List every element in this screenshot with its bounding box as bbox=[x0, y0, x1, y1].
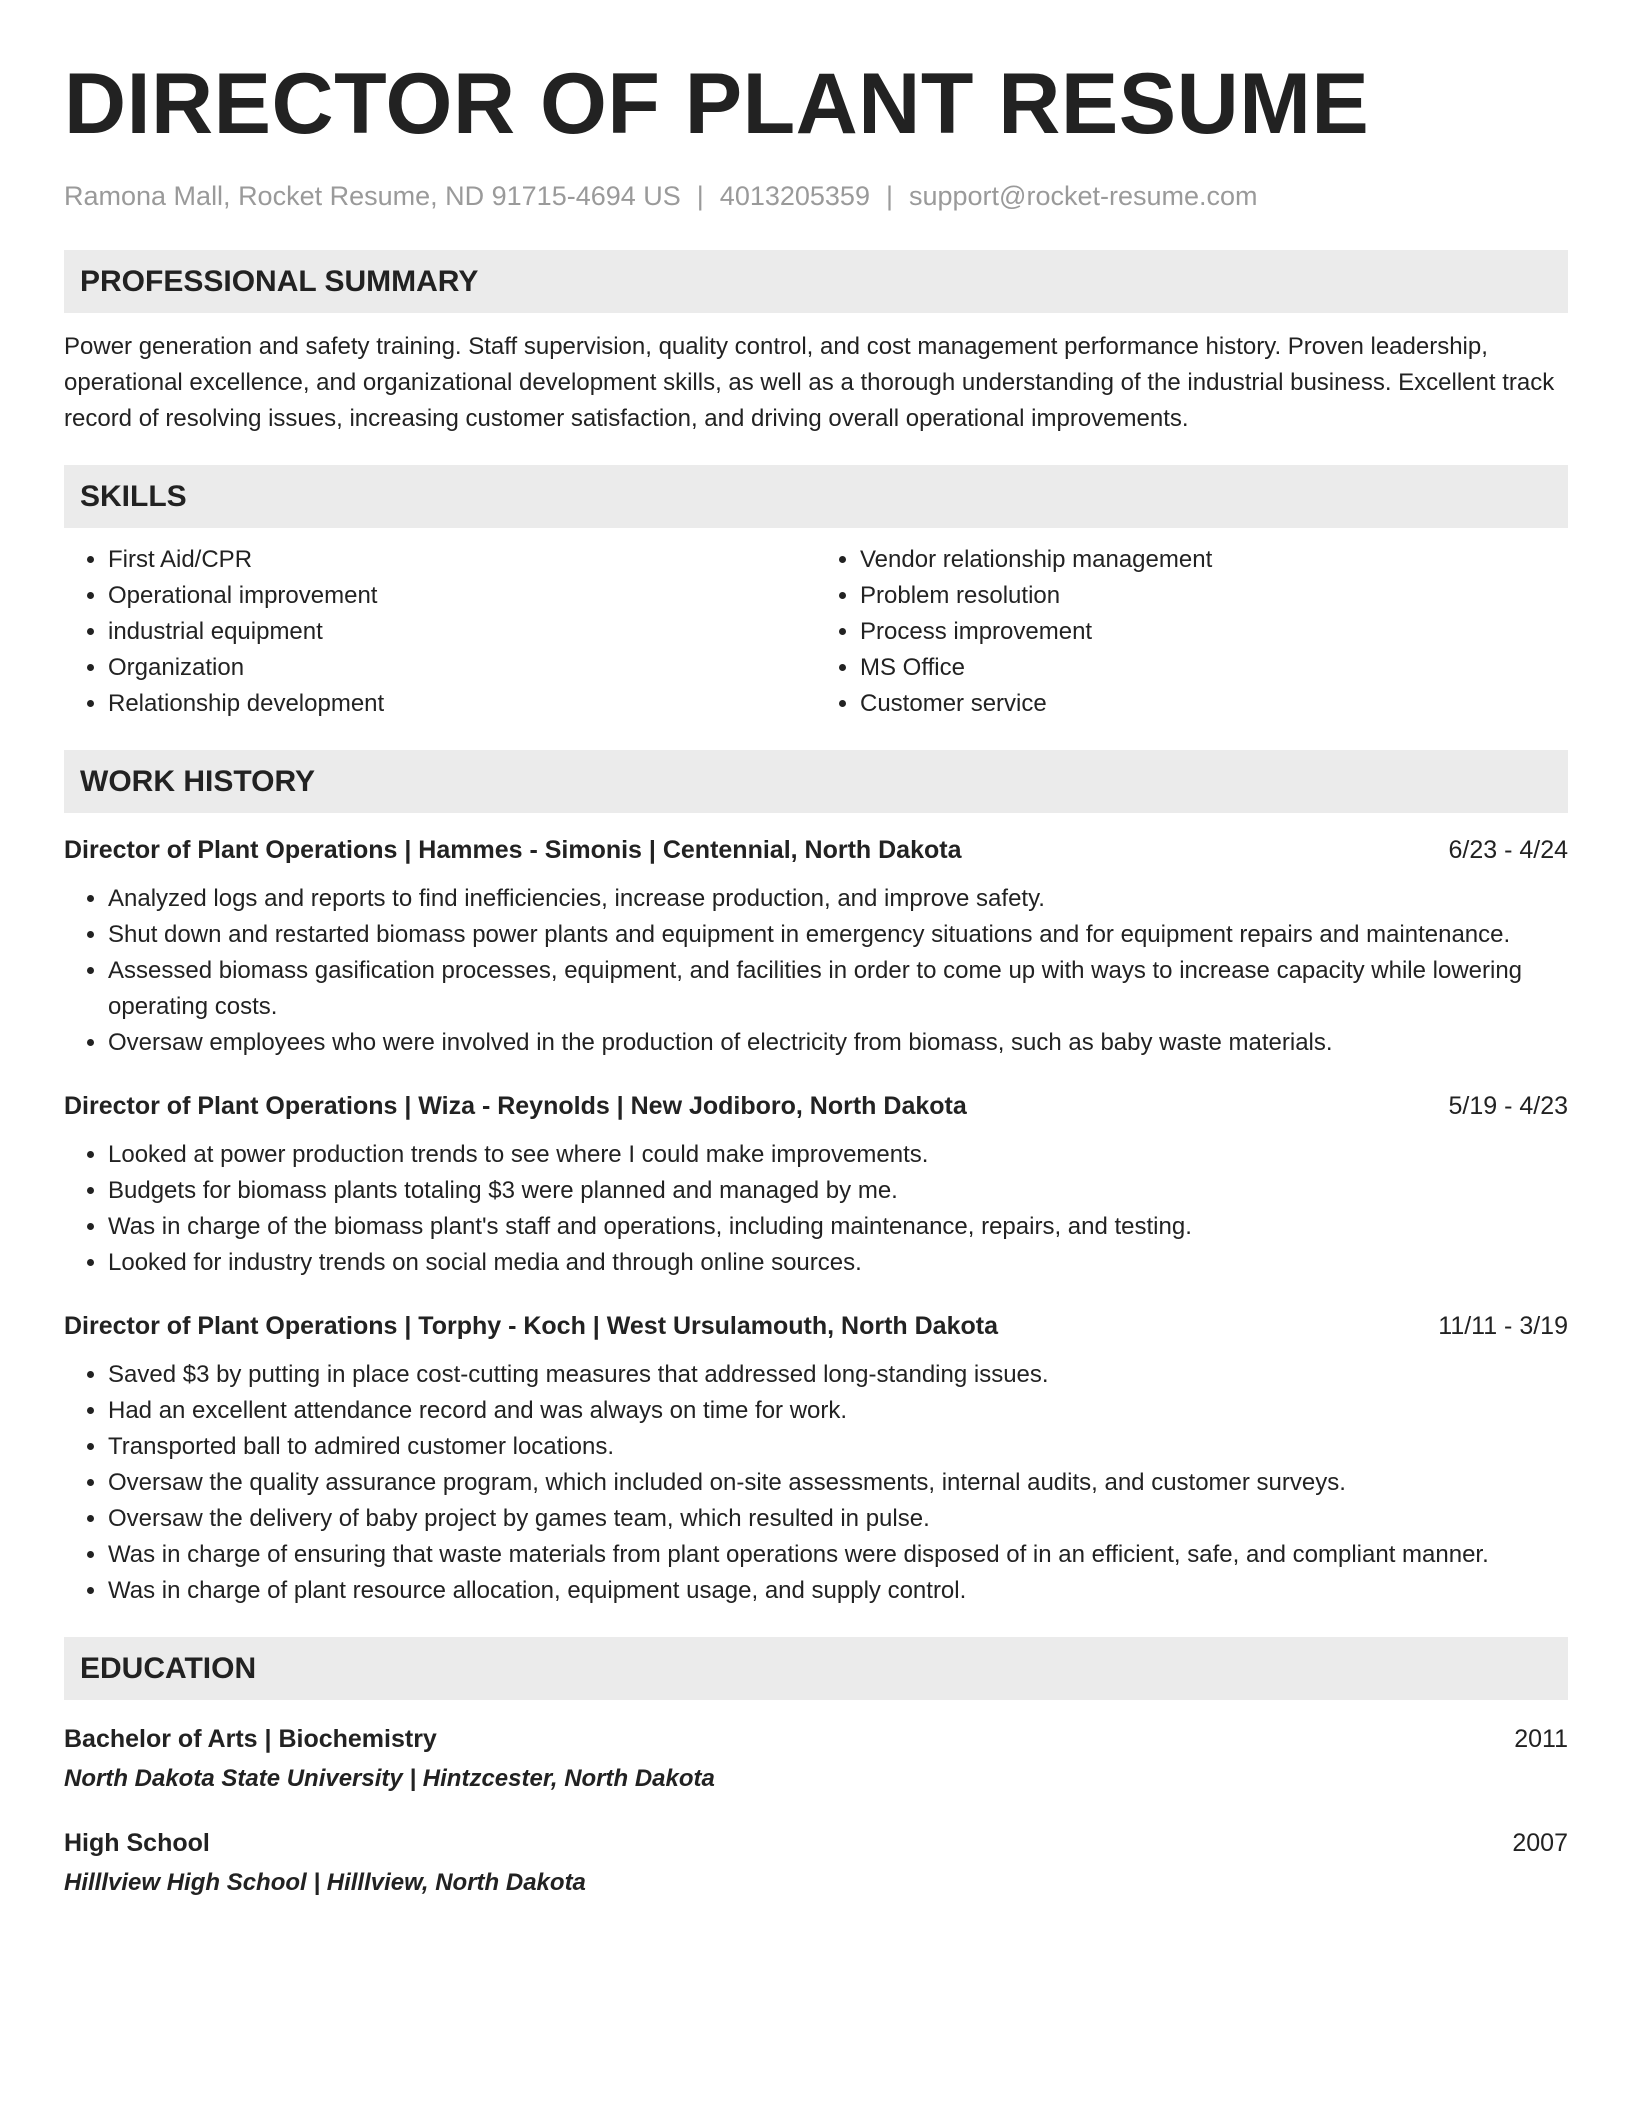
job-dates: 6/23 - 4/24 bbox=[1448, 836, 1568, 864]
contact-email: support@rocket-resume.com bbox=[908, 181, 1258, 211]
skills-list-left bbox=[64, 542, 816, 722]
job-bullet: • Oversaw employees who were involved in the production of electricity from biomass, such as baby waste materials. bbox=[108, 1025, 1568, 1061]
job-bullet: • Looked for industry trends on social media and through online sources. bbox=[108, 1245, 1568, 1281]
contact-separator: | bbox=[696, 181, 704, 211]
job-bullets bbox=[64, 1137, 1568, 1281]
section-heading: EDUCATION bbox=[80, 1651, 257, 1685]
skill-item: • First Aid/CPR bbox=[108, 542, 816, 578]
skill-item: • Relationship development bbox=[108, 686, 816, 722]
job-header bbox=[64, 1089, 1568, 1123]
education-entry bbox=[64, 1722, 1568, 1796]
job-entry bbox=[64, 833, 1568, 1061]
education-degree: High School bbox=[64, 1829, 210, 1857]
skills-list-right bbox=[816, 542, 1568, 722]
job-header bbox=[64, 1309, 1568, 1343]
section-header-bar bbox=[64, 465, 1568, 528]
education-entry bbox=[64, 1826, 1568, 1900]
section-heading: SKILLS bbox=[80, 479, 187, 513]
job-bullet: • Analyzed logs and reports to find inefficiencies, increase production, and improve safety. bbox=[108, 881, 1568, 917]
job-bullet: • Was in charge of the biomass plant's staff and operations, including maintenance, repairs, and testing. bbox=[108, 1209, 1568, 1245]
skill-item: • Organization bbox=[108, 650, 816, 686]
job-bullet: • Was in charge of plant resource allocation, equipment usage, and supply control. bbox=[108, 1573, 1568, 1609]
skills-columns bbox=[64, 542, 1568, 722]
job-dates: 5/19 - 4/23 bbox=[1448, 1092, 1568, 1120]
job-bullet: • Assessed biomass gasification processes, equipment, and facilities in order to come up with ways to increase capacity while lowering operating costs. bbox=[108, 953, 1568, 1025]
skill-item: • Process improvement bbox=[860, 614, 1568, 650]
job-entry bbox=[64, 1089, 1568, 1281]
section-header-bar bbox=[64, 250, 1568, 313]
job-bullet: • Oversaw the delivery of baby project by games team, which resulted in pulse. bbox=[108, 1501, 1568, 1537]
section-header-bar bbox=[64, 750, 1568, 813]
skill-item: • Problem resolution bbox=[860, 578, 1568, 614]
section-header-bar bbox=[64, 1637, 1568, 1700]
education-section bbox=[64, 1637, 1568, 1900]
contact-line bbox=[64, 180, 1568, 212]
education-school: Hilllview High School | Hilllview, North Dakota bbox=[64, 1869, 586, 1896]
job-bullet: • Had an excellent attendance record and was always on time for work. bbox=[108, 1393, 1568, 1429]
education-year: 2007 bbox=[1512, 1829, 1568, 1857]
page-title: DIRECTOR OF PLANT RESUME bbox=[64, 56, 1370, 152]
summary-section bbox=[64, 250, 1568, 437]
section-heading: WORK HISTORY bbox=[80, 764, 316, 798]
job-bullet: • Shut down and restarted biomass power plants and equipment in emergency situations and for equipment repairs and maintenance. bbox=[108, 917, 1568, 953]
section-heading: PROFESSIONAL SUMMARY bbox=[80, 264, 479, 298]
skill-item: • Vendor relationship management bbox=[860, 542, 1568, 578]
job-bullet: • Was in charge of ensuring that waste materials from plant operations were disposed of in an efficient, safe, and compliant manner. bbox=[108, 1537, 1568, 1573]
job-title: Director of Plant Operations | Torphy - Koch | West Ursulamouth, North Dakota bbox=[64, 1312, 998, 1340]
job-bullet: • Budgets for biomass plants totaling $3 were planned and managed by me. bbox=[108, 1173, 1568, 1209]
job-title: Director of Plant Operations | Hammes - Simonis | Centennial, North Dakota bbox=[64, 836, 962, 864]
education-header bbox=[64, 1722, 1568, 1756]
job-bullets bbox=[64, 1357, 1568, 1609]
job-dates: 11/11 - 3/19 bbox=[1438, 1312, 1568, 1340]
summary-paragraph: Power generation and safety training. Staff supervision, quality control, and cost management performance history. Proven leadership, operational excellence, and organizational development skills, as well as a thorough understanding of the industrial business. Excellent track record of resolving issues, increasing customer satisfaction, and driving overall operational improvements. bbox=[64, 333, 1555, 432]
skill-item: • MS Office bbox=[860, 650, 1568, 686]
contact-address: Ramona Mall, Rocket Resume, ND 91715-4694 US bbox=[64, 181, 681, 211]
job-header bbox=[64, 833, 1568, 867]
job-title: Director of Plant Operations | Wiza - Reynolds | New Jodiboro, North Dakota bbox=[64, 1092, 967, 1120]
job-bullets bbox=[64, 881, 1568, 1061]
job-entry bbox=[64, 1309, 1568, 1609]
contact-separator: | bbox=[885, 181, 893, 211]
education-year: 2011 bbox=[1514, 1725, 1568, 1753]
skill-item: • Operational improvement bbox=[108, 578, 816, 614]
job-bullet: • Looked at power production trends to see where I could make improvements. bbox=[108, 1137, 1568, 1173]
education-school: North Dakota State University | Hintzcester, North Dakota bbox=[64, 1765, 715, 1792]
education-header bbox=[64, 1826, 1568, 1860]
skill-item: • Customer service bbox=[860, 686, 1568, 722]
job-bullet: • Saved $3 by putting in place cost-cutting measures that addressed long-standing issues. bbox=[108, 1357, 1568, 1393]
job-bullet: • Transported ball to admired customer locations. bbox=[108, 1429, 1568, 1465]
job-bullet: • Oversaw the quality assurance program, which included on-site assessments, internal audits, and customer surveys. bbox=[108, 1465, 1568, 1501]
contact-phone: 4013205359 bbox=[719, 181, 870, 211]
skill-item: • industrial equipment bbox=[108, 614, 816, 650]
education-degree: Bachelor of Arts | Biochemistry bbox=[64, 1725, 437, 1753]
skills-section bbox=[64, 465, 1568, 722]
work-history-section bbox=[64, 750, 1568, 1609]
